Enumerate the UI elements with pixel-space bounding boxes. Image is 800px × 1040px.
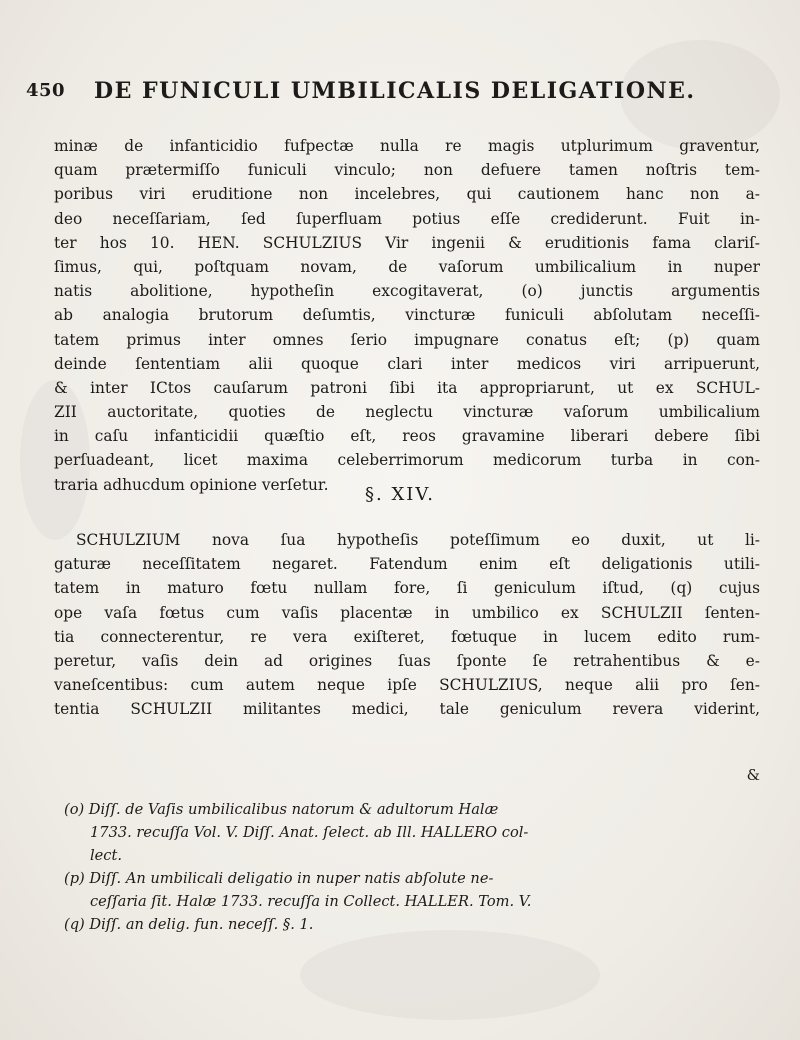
text-line: perſuadeant, licet maxima celeberrimorum medicorum turba in con- xyxy=(54,451,760,470)
text-line: SCHULZIUM nova ſua hypotheſis poteſſimum eo duxit, ut li- xyxy=(76,531,760,549)
section-heading: §. XIV. xyxy=(365,484,435,505)
footnote-line: ceſſaria ſit. Halæ 1733. recuſſa in Collect. HALLER. Tom. V. xyxy=(90,893,532,910)
text-line: peretur, vaſis dein ad origines ſuas ſponte ſe retrahentibus & e- xyxy=(54,651,760,670)
paper-stain xyxy=(300,930,600,1020)
text-line: ter hos 10. HEN. SCHULZIUS Vir ingenii & eruditionis fama clariſ- xyxy=(54,233,760,252)
text-line: deinde ſententiam alii quoque clari inter medicos viri arripuerunt, xyxy=(54,354,760,373)
text-line: poribus viri eruditione non incelebres, qui cautionem hanc non a- xyxy=(54,185,760,204)
text-line: deo neceſſariam, ſed ſuperfluam potius eſſe crediderunt. Fuit in- xyxy=(54,209,760,228)
footnote-line: (p) Diſſ. An umbilicali deligatio in nuper natis abſolute ne- xyxy=(64,870,494,887)
text-line: tatem primus inter omnes ſerio impugnare conatus eſt; (p) quam xyxy=(54,330,760,349)
footnote-line: lect. xyxy=(90,847,122,864)
paragraph-1 xyxy=(54,134,760,497)
text-line: minæ de infanticidio fufpectæ nulla re magis utplurimum graventur, xyxy=(54,137,760,155)
text-line: tatem in maturo fœtu nullam fore, ſi geniculum iſtud, (q) cujus xyxy=(54,579,760,598)
text-line: & inter ICtos cauſarum patroni ſibi ita appropriarunt, ut ex SCHUL- xyxy=(54,378,760,397)
page-number: 450 xyxy=(26,80,66,101)
text-line: tia connecterentur, re vera exiſteret, fœtuque in lucem edito rum- xyxy=(54,627,760,646)
footnote-line: (o) Diſſ. de Vaſis umbilicalibus natorum & adultorum Halæ xyxy=(64,801,499,818)
text-line: ſimus, qui, poſtquam novam, de vaſorum umbilicalium in nuper xyxy=(54,257,760,276)
catchword: & xyxy=(746,766,760,784)
footnotes xyxy=(64,798,754,936)
text-line: gaturæ neceſſitatem negaret. Fatendum enim eſt deligationis utili- xyxy=(54,555,760,574)
text-line: natis abolitione, hypotheſin excogitaverat, (o) junctis argumentis xyxy=(54,282,760,301)
running-title: DE FUNICULI UMBILICALIS DELIGATIONE. xyxy=(94,78,696,104)
page-header xyxy=(26,78,786,112)
footnote-line: (q) Diſſ. an delig. fun. neceſſ. §. 1. xyxy=(64,916,314,933)
text-line: tentia SCHULZII militantes medici, tale geniculum revera viderint, xyxy=(54,700,760,719)
paragraph-2 xyxy=(54,528,760,722)
text-line: ab analogia brutorum deſumtis, vincturæ funiculi abſolutam neceſſi- xyxy=(54,306,760,325)
text-line: vaneſcentibus: cum autem neque ipſe SCHULZIUS, neque alii pro ſen- xyxy=(54,676,760,695)
text-line: ZII auctoritate, quoties de neglectu vincturæ vaſorum umbilicalium xyxy=(54,403,760,422)
text-line: ope vaſa fœtus cum vaſis placentæ in umbilico ex SCHULZII ſenten- xyxy=(54,603,760,622)
text-line: quam prætermiſſo funiculi vinculo; non defuere tamen noſtris tem- xyxy=(54,161,760,180)
footnote-line: 1733. recuſſa Vol. V. Diſſ. Anat. ſelect. ab Ill. HALLERO col- xyxy=(90,824,529,841)
text-line: traria adhucdum opinione verſetur. xyxy=(54,475,329,494)
text-line: in caſu infanticidii quæſtio eſt, reos gravamine liberari debere ſibi xyxy=(54,427,760,446)
